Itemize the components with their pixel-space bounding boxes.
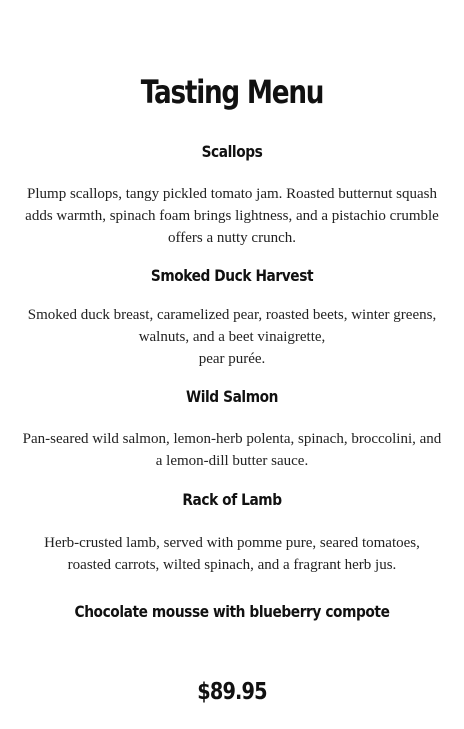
course-name: Chocolate mousse with blueberry compote bbox=[74, 602, 390, 621]
course-description: Plump scallops, tangy pickled tomato jam. Roasted butternut squash adds warmth, spinach foam brings lightness, and a pistachio crumble offers a nutty crunch. bbox=[25, 186, 439, 246]
course-description-line: Smoked duck breast, caramelized pear, roasted beets, winter greens, walnuts, and a beet vinaigrette, bbox=[27, 307, 437, 345]
menu-price: $89.95 bbox=[197, 679, 267, 705]
course-name: Rack of Lamb bbox=[182, 490, 282, 509]
course-name: Smoked Duck Harvest bbox=[150, 266, 314, 285]
course-description bbox=[22, 304, 442, 370]
course-name: Scallops bbox=[201, 142, 263, 161]
course-name: Wild Salmon bbox=[185, 387, 279, 406]
course-description: Pan-seared wild salmon, lemon-herb polenta, spinach, broccolini, and a lemon-dill butter sauce. bbox=[22, 431, 442, 469]
menu-title: Tasting Menu bbox=[140, 73, 324, 111]
course-description: Herb-crusted lamb, served with pomme pure, seared tomatoes, roasted carrots, wilted spinach, and a fragrant herb jus. bbox=[44, 535, 420, 573]
course-description-line: pear purée. bbox=[198, 351, 266, 367]
